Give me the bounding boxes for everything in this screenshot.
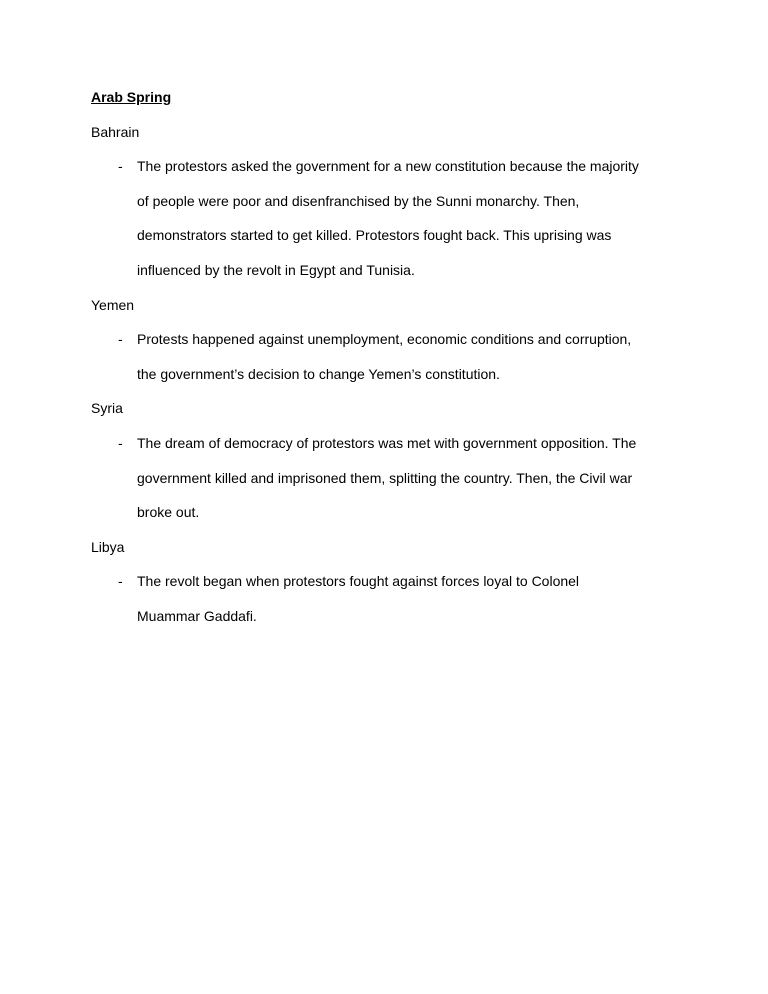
bullet-text (137, 149, 677, 287)
bullet-text-line: demonstrators started to get killed. Protestors fought back. This uprising was (137, 227, 612, 244)
bullet-text-line: The protestors asked the government for a new constitution because the majority (137, 158, 639, 175)
bullet-text-line: the government’s decision to change Yemen’s constitution. (137, 365, 500, 382)
bullet-item (91, 426, 677, 530)
bullet-text (137, 322, 677, 391)
bullet-item (91, 322, 677, 391)
bullet-item (91, 564, 677, 633)
document-title-text: Arab Spring (91, 89, 172, 105)
bullet-text-line: Muammar Gaddafi. (137, 607, 257, 624)
country-heading-libya: Libya (91, 538, 125, 555)
bullet-dash-marker: - (118, 158, 123, 175)
country-heading-bahrain: Bahrain (91, 123, 140, 140)
country-heading-yemen: Yemen (91, 296, 135, 313)
bullet-text-line: broke out. (137, 504, 200, 521)
bullet-text-line: Protests happened against unemployment, economic conditions and corruption, (137, 331, 632, 348)
bullet-text (137, 564, 677, 633)
bullet-dash-marker: - (118, 434, 123, 451)
bullet-dash-marker: - (118, 573, 123, 590)
bullet-item (91, 149, 677, 287)
bullet-dash-marker: - (118, 331, 123, 348)
country-heading-syria: Syria (91, 400, 123, 417)
bullet-text-line: The revolt began when protestors fought against forces loyal to Colonel (137, 573, 580, 590)
bullet-text-line: government killed and imprisoned them, splitting the country. Then, the Civil war (137, 469, 633, 486)
bullet-text (137, 426, 677, 530)
bullet-text-line: The dream of democracy of protestors was met with government opposition. The (137, 434, 637, 451)
document-title (91, 80, 677, 115)
bullet-text-line: of people were poor and disenfranchised by the Sunni monarchy. Then, (137, 192, 580, 209)
bullet-text-line: influenced by the revolt in Egypt and Tunisia. (137, 261, 415, 278)
